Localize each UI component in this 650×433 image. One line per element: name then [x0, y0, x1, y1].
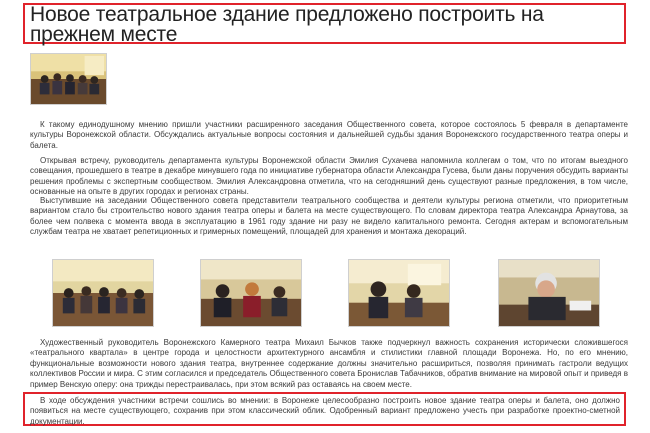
- paragraph-1: [30, 120, 628, 151]
- meeting-hall-photo[interactable]: [30, 53, 107, 105]
- council-table-photo[interactable]: [52, 259, 154, 327]
- paragraph-3: [30, 196, 628, 238]
- paragraph-4: [30, 338, 628, 390]
- paragraph-5-text: В ходе обсуждения участники встречи сошлись во мнении: в Воронеже целесообразно построить новое здание театра оперы и балета, оно должно появиться на месте существующего, сохранив при этом классический облик. Одобренный вариант предложено учесть при разработке проектно-сметной документации.: [30, 396, 620, 426]
- paragraph-1-text: К такому единодушному мнению пришли участники расширенного заседания Общественного совета, которое состоялось 5 февраля в департаменте культуры Воронежской области. Обсуждались актуальные вопросы состояния и дальнейшей судьбы здания Воронежского государственного театра оперы и балета.: [30, 120, 628, 150]
- article-title: Новое театральное здание предложено построить на прежнем месте: [30, 3, 544, 46]
- speakers-panel-photo[interactable]: [200, 259, 302, 327]
- paragraph-5: [30, 396, 620, 427]
- woman-speaking-photo[interactable]: [348, 259, 450, 327]
- man-at-table-photo[interactable]: [498, 259, 600, 327]
- paragraph-2: [30, 156, 628, 198]
- paragraph-3-text: Выступившие на заседании Общественного совета представители театрального сообщества и деятели культуры региона отметили, что приоритетным вариантом стало бы строительство нового здания театра оперы и балета на месте существующего. По словам директора театра Александра Арнаутова, за более чем полвека с момента ввода в эксплуатацию в 1961 году здание ни разу не видело капитального ремонта. Сегодня актерам и вспомогательным службам театра не хватает репетиционных и гримерных помещений, площадей для хранения и монтажа декораций.: [30, 196, 628, 237]
- paragraph-4-text: Художественный руководитель Воронежского Камерного театра Михаил Бычков также подчеркнул важность сохранения исторически сложившегося «театрального квартала» в центре города и целостности архитектурного ансамбля и стилистики главной площади Воронежа. Но, по его мнению, функциональные возможности нового здания театра, внутреннее содержание должны значительно расшириться, позволяя принимать гастроли ведущих коллективов России и мира. С этим согласился и председатель Общественного совета Бронислав Табачников, обратив внимание на мировой опыт и приведя в пример Венскую оперу: она трижды перестраивалась, при этом всякий раз оставаясь на своем месте.: [30, 338, 628, 389]
- paragraph-2-text: Открывая встречу, руководитель департамента культуры Воронежской области Эмилия Сухачева напомнила коллегам о том, что по итогам выездного совещания, прошедшего в театре в декабре минувшего года по инициативе губернатора области Александра Гусева, были даны поручения обсудить варианты решения проблемы с экспертным сообществом. Эмилия Александровна отметила, что на сегодняшний день существуют разные предложения, в том числе, основанные на опыте в других городах и регионах страны.: [30, 156, 628, 197]
